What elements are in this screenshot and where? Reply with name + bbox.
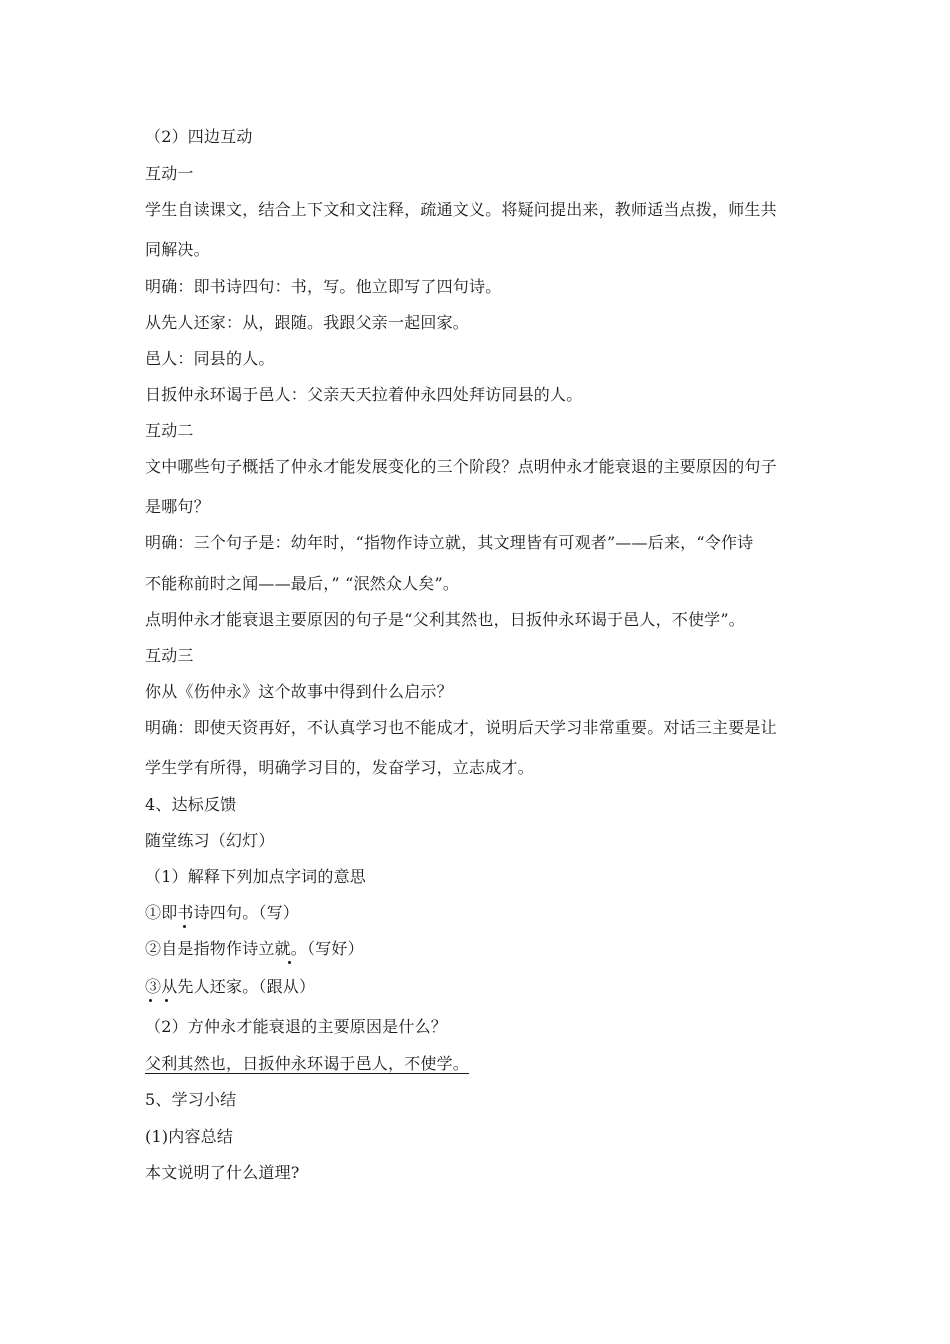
exercise-heading: （2）方仲永才能衰退的主要原因是什么？	[145, 1017, 447, 1036]
interaction-heading: 互动一	[145, 164, 194, 183]
exercise-item: ③从先人还家。（跟从）	[145, 977, 316, 996]
paragraph-line: 你从《伤仲永》这个故事中得到什么启示？	[145, 682, 453, 701]
paragraph-line: 不能称前时之闻——最后，” “泯然众人矣”。	[145, 574, 460, 593]
emphasis-dot	[183, 925, 186, 928]
paragraph-line: 邑人：同县的人。	[145, 349, 275, 368]
section-heading: 4、达标反馈	[145, 795, 237, 814]
paragraph-line: 明确：即使天资再好，不认真学习也不能成才，说明后天学习非常重要。对话三主要是让	[145, 718, 777, 737]
paragraph-line: 点明仲永才能衰退主要原因的句子是“父利其然也，日扳仲永环谒于邑人，不使学”。	[145, 610, 745, 629]
emphasis-dot	[288, 961, 291, 964]
paragraph-line: 同解决。	[145, 240, 210, 259]
section-heading: 5、学习小结	[145, 1090, 237, 1109]
paragraph-line: 随堂练习（幻灯）	[145, 831, 275, 850]
paragraph-line: 日扳仲永环谒于邑人：父亲天天拉着仲永四处拜访同县的人。	[145, 385, 583, 404]
interaction-heading: 互动二	[145, 421, 194, 440]
paragraph-line: 文中哪些句子概括了仲永才能发展变化的三个阶段？点明仲永才能衰退的主要原因的句子	[145, 457, 777, 476]
paragraph-line: 本文说明了什么道理?	[145, 1163, 300, 1182]
exercise-item: ①即书诗四句。（写）	[145, 903, 300, 922]
paragraph-line: 学生自读课文，结合上下文和文注释，疏通文义。将疑问提出来，教师适当点拨，师生共	[145, 200, 777, 219]
paragraph-line: 学生学有所得，明确学习目的，发奋学习，立志成才。	[145, 758, 534, 777]
subsection-heading: (1)内容总结	[145, 1127, 234, 1146]
answer-line: 父利其然也，日扳仲永环谒于邑人，不使学。	[145, 1054, 470, 1073]
emphasis-dot	[149, 999, 152, 1002]
paragraph-line: 明确：即书诗四句：书，写。他立即写了四句诗。	[145, 277, 502, 296]
paragraph-line: 明确：三个句子是：幼年时，“指物作诗立就，其文理皆有可观者”——后来，“令作诗	[145, 533, 754, 552]
emphasis-dot	[165, 999, 168, 1002]
section-heading: （2）四边互动	[145, 127, 253, 146]
exercise-heading: （1）解释下列加点字词的意思	[145, 867, 366, 886]
paragraph-line: 从先人还家：从，跟随。我跟父亲一起回家。	[145, 313, 470, 332]
paragraph-line: 是哪句？	[145, 497, 210, 516]
exercise-item: ②自是指物作诗立就。（写好）	[145, 939, 364, 958]
interaction-heading: 互动三	[145, 646, 194, 665]
